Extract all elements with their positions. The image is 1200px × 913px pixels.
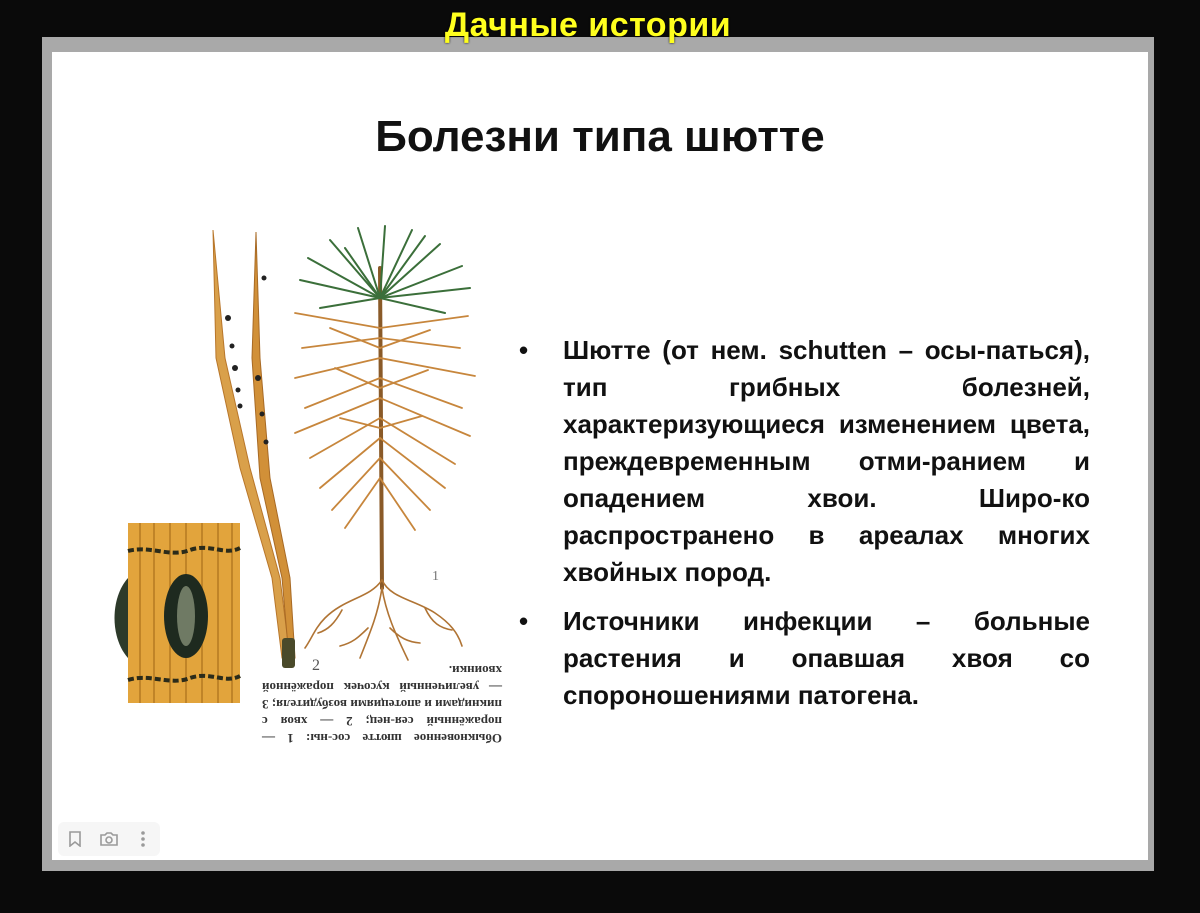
bullet-list: [515, 332, 1090, 726]
bullet-item-definition: [515, 332, 1090, 591]
illustration-caption: Обыкновенное шютте сос-ны: 1 — поражённый сея-нец; 2 — хвоя с пикнидами и апотециями возбудителя; 3 — увеличенный кусочек поражённой хвоинки.: [262, 663, 502, 746]
bullet-marker: •: [519, 335, 529, 365]
diseased-seedling: [295, 226, 475, 660]
channel-title: Дачные истории: [444, 6, 732, 44]
camera-icon[interactable]: [95, 825, 123, 853]
bullet-item-sources: [515, 603, 1090, 714]
bullet-text: Шютте (от нем. schutten – осы-паться), тип грибных болезней, характеризующиеся изменением цвета, преждевременным отми-ранием и опадением хвои. Широ-ко распространено в ареалах многих хвойных пород.: [563, 335, 1090, 587]
bullet-marker: •: [519, 606, 529, 636]
image-toolbar: [58, 822, 160, 856]
more-vertical-icon[interactable]: [129, 825, 157, 853]
label-seedling: 1: [432, 569, 439, 584]
slide-title: Болезни типа шютте: [375, 112, 825, 161]
label-needles: 2: [312, 657, 320, 674]
bullet-text: Источники инфекции – больные растения и опавшая хвоя со спороношениями патогена.: [563, 606, 1090, 710]
bookmark-icon[interactable]: [61, 825, 89, 853]
magnified-needle-piece: [115, 523, 241, 703]
